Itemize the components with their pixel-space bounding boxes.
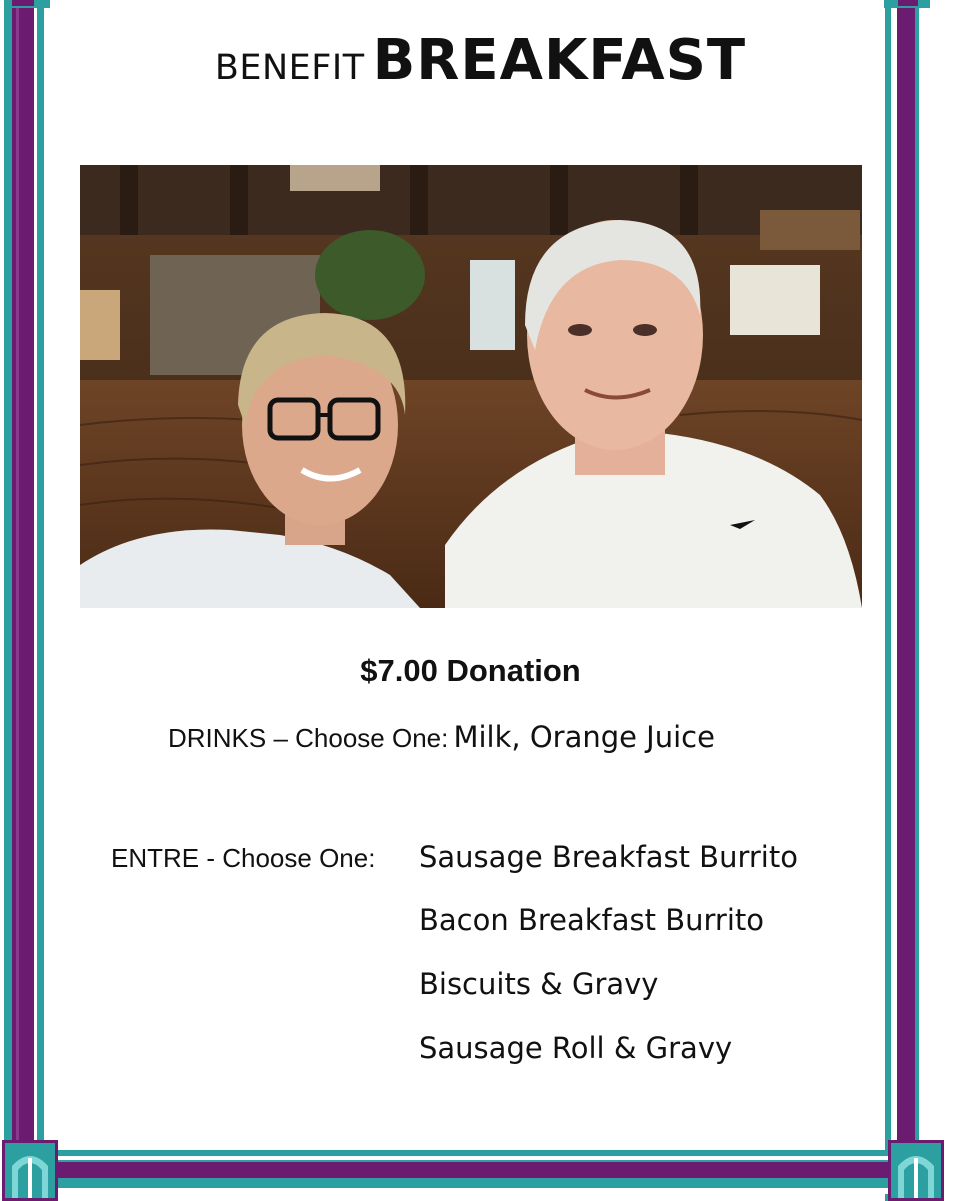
entre-item: Bacon Breakfast Burrito <box>419 903 764 937</box>
couple-photo <box>80 165 862 608</box>
entre-label: ENTRE - Choose One: <box>111 843 376 873</box>
entre-item: Biscuits & Gravy <box>419 967 659 1001</box>
left-border <box>4 0 44 1201</box>
drinks-options: Milk, Orange Juice <box>453 720 715 754</box>
title-benefit: BENEFIT <box>214 48 365 88</box>
drinks-label: DRINKS – Choose One: <box>168 723 449 753</box>
page-title <box>0 28 961 93</box>
top-right-corner-ornament <box>884 0 930 8</box>
entre-item: Sausage Breakfast Burrito <box>419 840 798 874</box>
top-left-corner-ornament <box>4 0 50 8</box>
donation-price: $7.00 Donation <box>360 653 581 688</box>
right-border <box>885 0 927 1201</box>
bottom-border <box>20 1150 925 1194</box>
bottom-right-corner-ornament <box>888 1140 944 1201</box>
entre-item: Sausage Roll & Gravy <box>419 1031 733 1065</box>
drinks-line <box>168 720 715 754</box>
bottom-left-corner-ornament <box>2 1140 58 1201</box>
title-breakfast: BREAKFAST <box>372 28 747 93</box>
